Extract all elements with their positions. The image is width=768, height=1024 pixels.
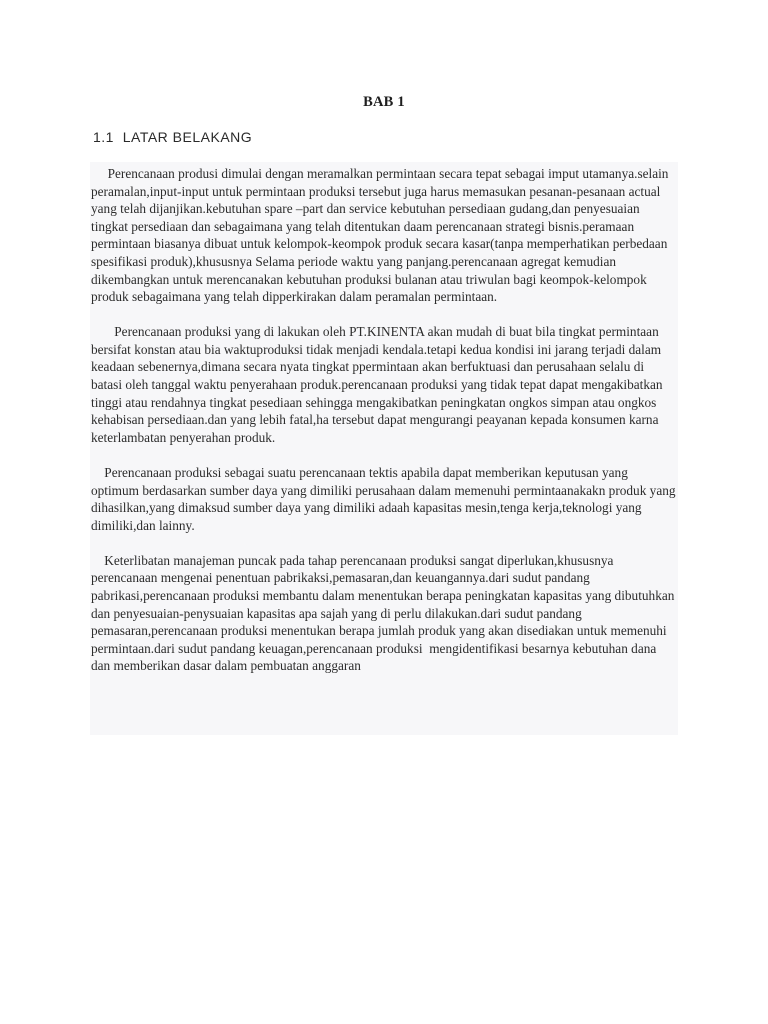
paragraph-1: Perencanaan produsi dimulai dengan meramalkan permintaan secara tepat sebagai imput utamanya.selain peramalan,input-input untuk permintaan produksi tersebut juga harus memasukan pesanan-pesanaan actual yang telah dijanjikan.kebutuhan spare –part dan service kebutuhan persediaan gudang,dan penyesuaian tingkat persediaan dan sebagaimana yang telah ditentukan daam perencanaan strategi bisnis.peramaan permintaan biasanya dibuat untuk kelompok-keompok produk secara kasar(tanpa memperhatikan perbedaan spesifikasi produk),khususnya Selama periode waktu yang panjang.perencanaan agregat kemudian dikembangkan untuk merencanakan kebutuhan produksi bulanan atau triwulan bagi keompok-kelompok produk sebagaimana yang telah dipperkirakan dalam peramalan permintaan. (91, 166, 672, 305)
paragraph-3: Perencanaan produksi sebagai suatu perencanaan tektis apabila dapat memberikan keputusan yang optimum berdasarkan sumber daya yang dimiliki perusahaan dalam memenuhi permintaanakakn produk yang dihasilkan,yang dimaksud sumber daya yang dimiliki adaah kapasitas mesin,tenga kerja,teknologi yang dimiliki,dan lainny. (91, 464, 679, 533)
chapter-title: BAB 1 (363, 94, 405, 110)
body-text-block (90, 162, 678, 735)
section-heading: 1.1 LATAR BELAKANG (93, 129, 253, 145)
paragraph-4: Keterlibatan manajeman puncak pada tahap perencanaan produksi sangat diperlukan,khususnya perencanaan mengenai penentuan pabrikaksi,pemasaran,dan keuangannya.dari sudut pandang pabrikasi,perencanaan produksi membantu dalam menentukan berapa peningkatan kapasitas yang dibutuhkan dan penyesuaian-penysuaian kapasitas apa sajah yang di perlu dilakukan.dari sudut pandang pemasaran,perencanaan produksi menentukan berapa jumlah produk yang akan disediakan untuk memenuhi permintaan.dari sudut pandang keuagan,perencanaan produksi mengidentifikasi besarnya kebutuhan dana dan memberikan dasar dalam pembuatan anggaran (91, 552, 678, 674)
paragraph-2: Perencanaan produksi yang di lakukan oleh PT.KINENTA akan mudah di buat bila tingkat permintaan bersifat konstan atau bia waktuproduksi tidak menjadi kendala.tetapi kedua kondisi ini jarang terjadi dalam keadaan sebenernya,dimana secara nyata tingkat ppermintaan akan berfuktuasi dan perusahaan selalu di batasi oleh tanggal waktu penyerahaan produk.perencanaan produksi yang tidak tepat dapat mengakibatkan tinggi atau rendahnya tingkat pesediaan sehingga mengakibatkan peningkatan ongkos simpan atau ongkos kehabisan persediaan.dan yang lebih fatal,ha tersebut dapat mengurangi peayanan kepada konsumen karna keterlambatan penyerahan produk. (91, 324, 666, 445)
